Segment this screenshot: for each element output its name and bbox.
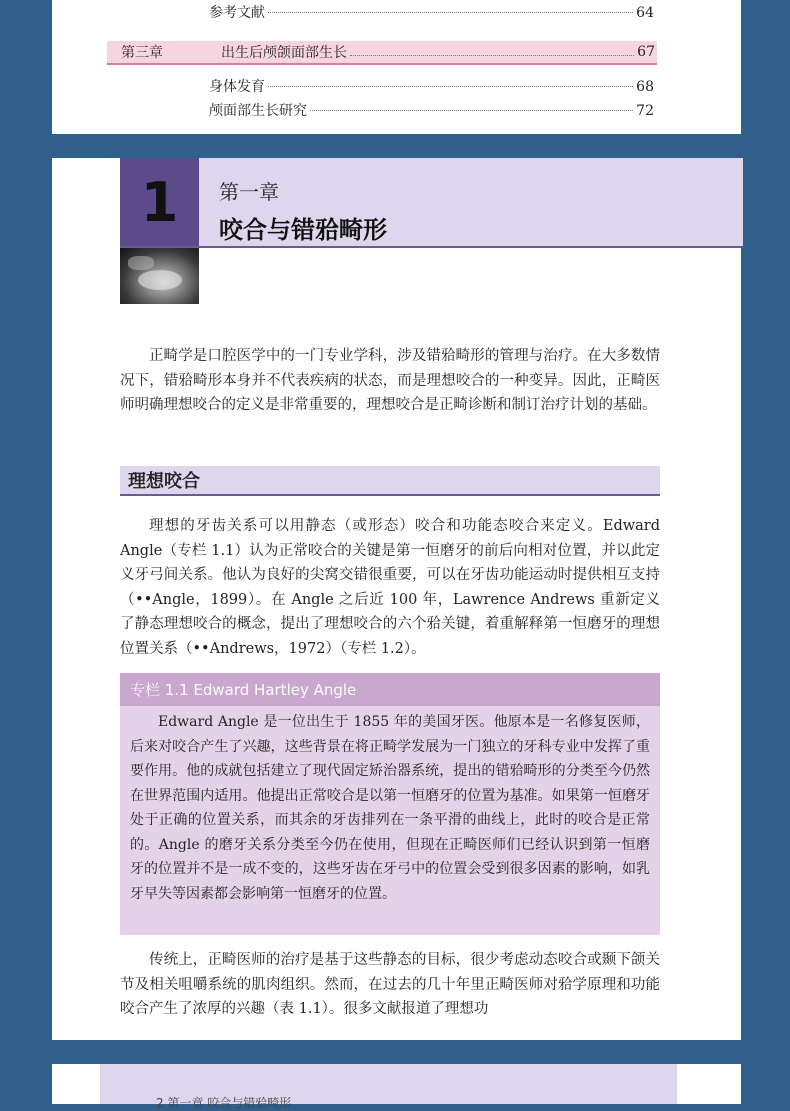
toc-chapter-page: 67 bbox=[637, 44, 655, 60]
section-heading: 理想咬合 bbox=[120, 466, 660, 496]
toc-entry[interactable] bbox=[209, 76, 654, 98]
x-ray-image bbox=[120, 248, 199, 304]
body-paragraph: 理想的牙齿关系可以用静态（或形态）咬合和功能态咬合来定义。Edward Angle（专栏 1.1）认为正常咬合的关键是第一恒磨牙的前后向相对位置，并以此定义牙弓间关系。他认为良好的尖窝交错很重要，可以在牙齿功能运动时提供相互支持（••Angle，1899）。在 Angle 之后近 100 年，Lawrence Andrews 重新定义了静态理想咬合的概念，提出了理想咬合的六个𬌗关键，着重解释第一恒磨牙的理想位置关系（••Andrews，1972）（专栏 1.2）。 bbox=[120, 518, 660, 657]
toc-chapter-number: 第三章 bbox=[121, 45, 163, 61]
next-page bbox=[52, 1064, 741, 1110]
toc-leader-dots bbox=[268, 86, 633, 87]
toc-entry-page: 68 bbox=[636, 79, 654, 95]
running-head: 2 第一章 咬合与错𬌗畸形 bbox=[156, 1096, 292, 1110]
toc-entry-title: 参考文献 bbox=[209, 5, 265, 21]
sidebar-box-text: Edward Angle 是一位出生于 1855 年的美国牙医。他原本是一名修复医师，后来对咬合产生了兴趣，这些背景在将正畸学发展为一门独立的牙科专业中发挥了重要作用。他的成就包括建立了现代固定矫治器系统，提出的错𬌗畸形的分类至今仍然在世界范围内适用。他提出正常咬合是以第一恒磨牙的位置为基准。如果第一恒磨牙处于正确的位置关系，而其余的牙齿排列在一条平滑的曲线上，此时的咬合是正常的。Angle 的磨牙关系分类至今仍在使用，但现在正畸医师们已经认识到第一恒磨牙的位置并不是一成不变的，这些牙齿在牙弓中的位置会受到很多因素的影响，如乳牙早失等因素都会影响第一恒磨牙的位置。 bbox=[130, 714, 650, 902]
toc-page bbox=[52, 0, 741, 134]
chapter-title: 咬合与错𬌗畸形 bbox=[219, 216, 387, 244]
toc-entry[interactable] bbox=[209, 100, 654, 122]
toc-entry-title: 颅面部生长研究 bbox=[209, 103, 307, 119]
toc-entry-page: 72 bbox=[636, 103, 654, 119]
intro-paragraph: 正畸学是口腔医学中的一门专业学科，涉及错𬌗畸形的管理与治疗。在大多数情况下，错𬌗畸形本身并不代表疾病的状态，而是理想咬合的一种变异。因此，正畸医师明确理想咬合的定义是非常重要的，理想咬合是正畸诊断和制订治疗计划的基础。 bbox=[120, 348, 660, 413]
sidebar-box-heading: 专栏 1.1 Edward Hartley Angle bbox=[120, 673, 660, 706]
toc-entry[interactable] bbox=[209, 2, 654, 24]
chapter-header bbox=[120, 158, 743, 248]
toc-leader-dots bbox=[268, 12, 633, 13]
toc-leader-dots bbox=[310, 110, 633, 111]
chapter-page bbox=[52, 158, 741, 1040]
sidebar-box bbox=[120, 673, 660, 935]
chapter-label: 第一章 bbox=[219, 180, 279, 204]
toc-chapter-title: 出生后颅颌面部生长 bbox=[221, 45, 347, 61]
toc-entry-title: 身体发育 bbox=[209, 79, 265, 95]
chapter-number-badge: 1 bbox=[120, 158, 199, 246]
toc-chapter-entry[interactable] bbox=[107, 41, 657, 65]
body-paragraph: 传统上，正畸医师的治疗是基于这些静态的目标，很少考虑动态咬合或颞下颌关节及相关咀嚼系统的肌肉组织。然而，在过去的几十年里正畸医师对𬌗学原理和功能咬合产生了浓厚的兴趣（表 1.1）。很多文献报道了理想功 bbox=[120, 952, 660, 1017]
toc-leader-dots bbox=[350, 55, 634, 56]
toc-entry-page: 64 bbox=[636, 5, 654, 21]
